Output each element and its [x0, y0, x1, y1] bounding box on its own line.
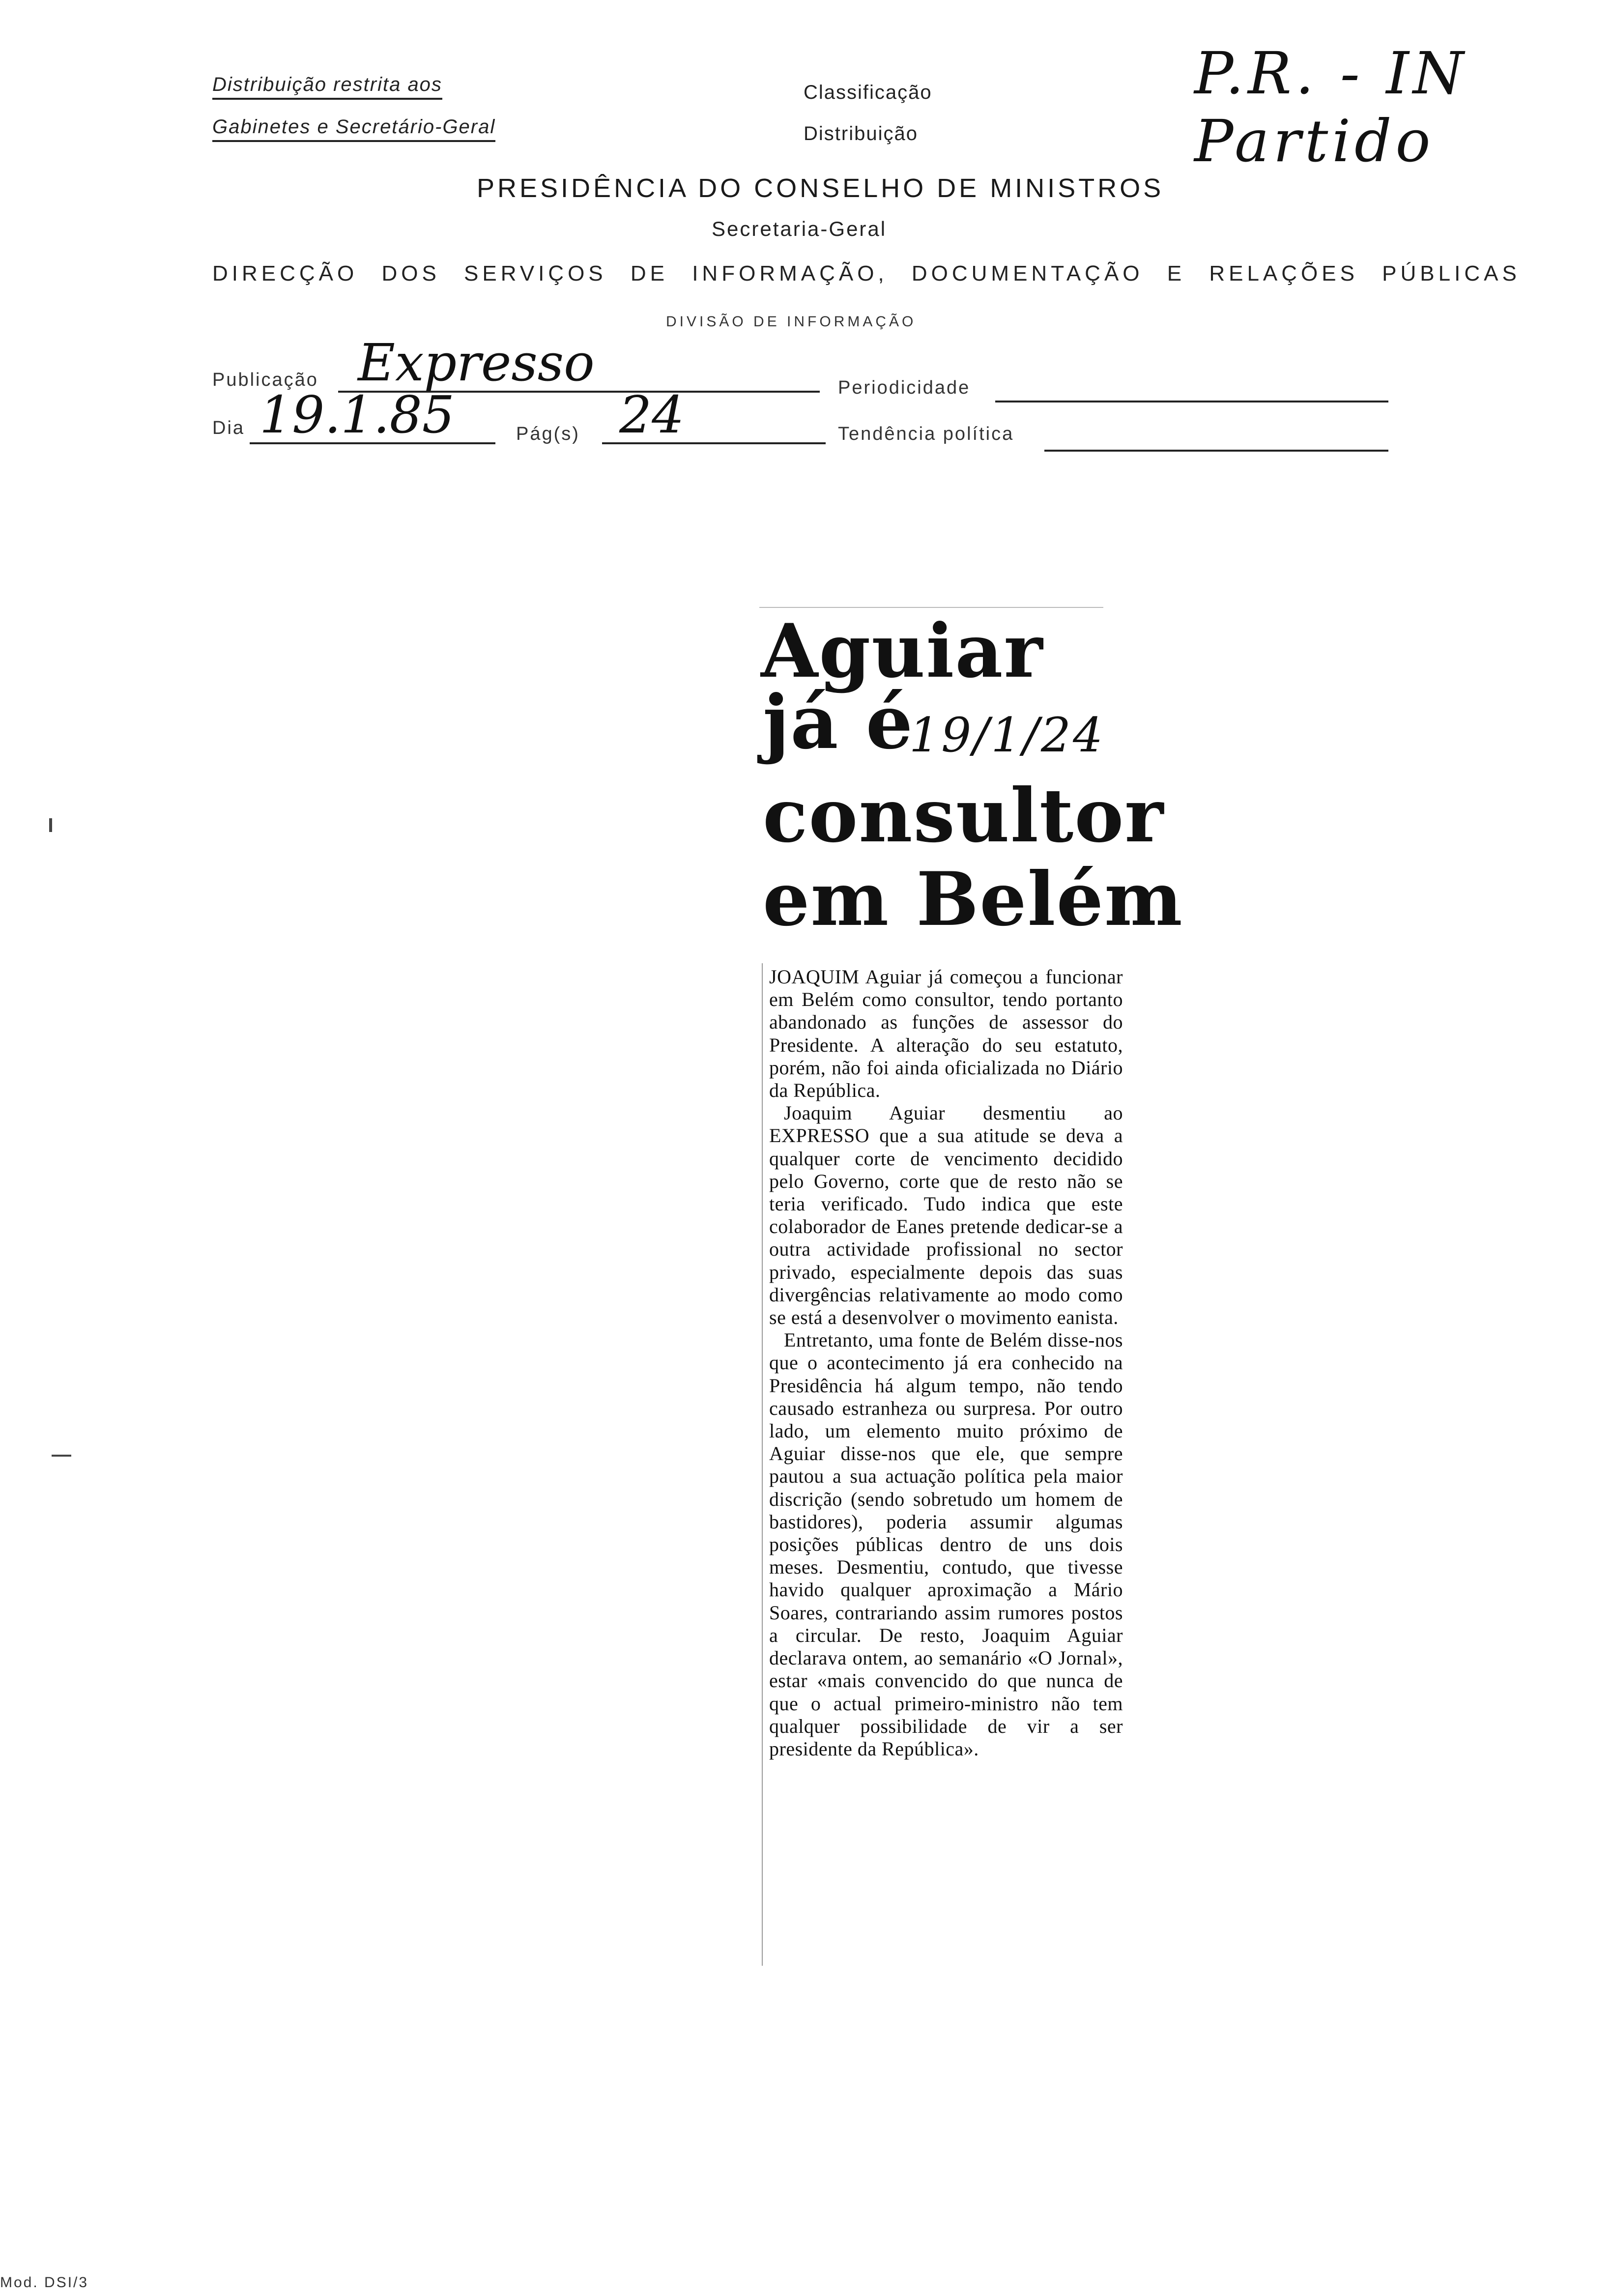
headline-line-2: já é — [763, 679, 914, 766]
handwritten-reference: P.R. - IN Partido — [1194, 39, 1468, 175]
day-field — [250, 385, 495, 445]
classification-label: Classificação — [804, 82, 932, 103]
scan-mark — [52, 1455, 71, 1457]
distribution-restriction-line1: Distribuição restrita aos — [212, 74, 442, 100]
article-paragraph-3: Entretanto, uma fonte de Belém disse-nos que o acontecimento já era conhecido na Presidência há algum tempo, não tendo causado estranheza ou surpresa. Por outro lado, um elemento muito próximo de Aguiar disse-nos que ele, que sempre pautou a sua actuação política pela maior discrição (sendo sobretudo um homem de bastidores), poderia assumir algumas posições públicas dentro de uns dois meses. Desmentiu, contudo, que tivesse havido qualquer aproximação a Mário Soares, contrariando assim rumores postos a circular. De resto, Joaquim Aguiar declarava ontem, ao semanário «O Jornal», estar «mais convencido do que nunca de que o actual primeiro-ministro não tem qualquer possibilidade de vir a ser presidente da República». — [769, 1329, 1123, 1760]
day-value: 19.1.85 — [259, 385, 455, 445]
form-code: Mod. DSI/3 — [0, 2274, 89, 2291]
article-paragraph-1: JOAQUIM Aguiar já começou a funcionar em Belém como consultor, tendo portanto abandonado as funções de assessor do Presidente. A alteração do seu estatuto, porém, não foi ainda oficializada no Diário da República. — [769, 966, 1123, 1102]
institution-title: PRESIDÊNCIA DO CONSELHO DE MINISTROS — [477, 173, 1164, 203]
distribution-label: Distribuição — [804, 123, 918, 144]
political-tendency-field — [1044, 425, 1388, 452]
scan-mark — [49, 818, 52, 832]
pages-label: Pág(s) — [516, 424, 580, 444]
division-title: DIVISÃO DE INFORMAÇÃO — [666, 314, 917, 330]
clipping-left-edge — [762, 963, 763, 1966]
article-paragraph-2: Joaquim Aguiar desmentiu ao EXPRESSO que a sua atitude se deva a qualquer corte de vencimento decidido pelo Governo, corte que de resto não se teria verificado. Tudo indica que este colaborador de Eanes pretende dedicar-se a outra actividade profissional no sector privado, especialmente depois das suas divergências relativamente ao modo como se está a desenvolver o movimento eanista. — [769, 1102, 1123, 1329]
pages-field — [602, 385, 826, 445]
secretariat-subtitle: Secretaria-Geral — [712, 217, 887, 240]
publication-value: Expresso — [358, 333, 595, 393]
headline-line-3: consultor — [763, 773, 1165, 859]
department-title: DIRECÇÃO DOS SERVIÇOS DE INFORMAÇÃO, DOCUMENTAÇÃO E RELAÇÕES PÚBLICAS — [212, 261, 1521, 286]
handwritten-annotation: 19/1/24 — [909, 708, 1105, 763]
distribution-restriction-line2: Gabinetes e Secretário-Geral — [212, 116, 495, 142]
headline-line-4: em Belém — [763, 856, 1183, 943]
article-body — [769, 966, 1123, 1760]
political-tendency-label: Tendência política — [838, 424, 1014, 444]
periodicity-field — [995, 376, 1388, 402]
periodicity-label: Periodicidade — [838, 377, 971, 398]
publication-label: Publicação — [212, 370, 318, 390]
day-label: Dia — [212, 418, 245, 438]
pages-value: 24 — [619, 385, 685, 445]
headline-line-1: Aguiar — [761, 608, 1044, 694]
